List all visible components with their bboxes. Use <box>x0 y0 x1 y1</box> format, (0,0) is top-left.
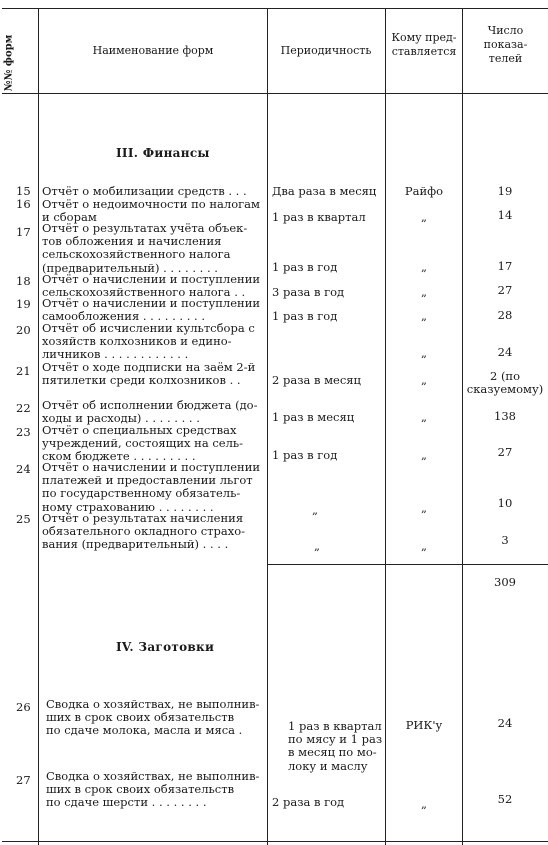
row-27-name: Сводка о хозяйствах, не выполнив- ших в срок своих обязательств по сдаче шерсти . . . . . . . . <box>46 769 260 810</box>
section-title-finance: III. Финансы <box>116 146 210 160</box>
row-16-count: 14 <box>497 208 513 222</box>
row-24-period: „ <box>312 503 318 517</box>
header-col-period: Периодичность <box>280 44 372 57</box>
row-21-name: Отчёт о ходе подписки на заём 2-й пятилетки среди колхозников . . <box>42 360 256 388</box>
row-24-count: 10 <box>497 496 513 510</box>
row-25-name: Отчёт о результатах начисления обязательного окладного страхо- вания (предварительный) . . . . <box>42 511 246 552</box>
row-22-count: 138 <box>494 409 516 423</box>
row-25-period: „ <box>314 539 320 553</box>
header-col-name: Наименование форм <box>92 44 214 57</box>
header-col-count: Число показа- телей <box>483 24 528 65</box>
row-24-name: Отчёт о начислении и поступлении платежей и предоставлении льгот по государственному обязатель- ному страхованию . . . . . . . . <box>42 460 261 514</box>
row-17-to: „ <box>421 260 427 274</box>
total-rule <box>267 564 548 565</box>
row-15-num: 15 <box>16 184 31 198</box>
row-17-period: 1 раз в год <box>272 260 338 274</box>
row-15-period: Два раза в месяц <box>272 184 377 198</box>
row-21-to: „ <box>421 373 427 387</box>
row-20-to: „ <box>421 346 427 360</box>
row-22-num: 22 <box>16 401 31 415</box>
row-27-period: 2 раза в год <box>272 795 345 809</box>
header-bottom-rule <box>2 93 548 94</box>
header-col-to: Кому пред- ставляется <box>391 31 457 58</box>
row-25-to: „ <box>421 539 427 553</box>
row-15-count: 19 <box>497 184 513 198</box>
row-21-count: 2 (по сказуемому) <box>466 369 544 397</box>
header-col-num: №№ форм <box>3 34 15 92</box>
row-19-to: „ <box>421 309 427 323</box>
row-19-num: 19 <box>16 297 31 311</box>
row-25-num: 25 <box>16 512 31 526</box>
row-18-num: 18 <box>16 274 31 288</box>
row-15-name: Отчёт о мобилизации средств . . . <box>42 184 247 198</box>
row-27-count: 52 <box>497 792 513 806</box>
row-17-count: 17 <box>497 259 513 273</box>
row-16-period: 1 раз в квартал <box>272 210 366 224</box>
row-26-count: 24 <box>497 716 513 730</box>
row-22-period: 1 раз в месяц <box>272 410 355 424</box>
bottom-rule <box>2 841 548 842</box>
column-divider-1 <box>38 8 39 845</box>
row-19-period: 1 раз в год <box>272 309 338 323</box>
row-27-to: „ <box>421 797 427 811</box>
row-20-name: Отчёт об исчислении культсбора с хозяйств колхозников и едино- личников . . . . . . . . . . . . <box>42 321 255 362</box>
row-21-period: 2 раза в месяц <box>272 373 361 387</box>
header-top-rule <box>2 8 548 9</box>
row-17-num: 17 <box>16 225 31 239</box>
row-22-name: Отчёт об исполнении бюджета (до- ходы и расходы) . . . . . . . . <box>42 398 258 426</box>
row-16-num: 16 <box>16 197 31 211</box>
column-divider-3 <box>385 8 386 845</box>
row-23-to: „ <box>421 448 427 462</box>
row-20-num: 20 <box>16 323 31 337</box>
row-26-to: РИК'у <box>405 718 443 732</box>
row-26-period: 1 раз в квартал по мясу и 1 раз в месяц по мо- локу и маслу <box>288 719 383 773</box>
row-19-name: Отчёт о начислении и поступлении самообложения . . . . . . . . . <box>42 296 261 324</box>
row-17-name: Отчёт о результатах учёта объек- тов обложения и начисления сельскохозяйственного налога (предварительный) . . . . . . . . <box>42 221 248 275</box>
row-18-count: 27 <box>497 283 513 297</box>
row-23-count: 27 <box>497 445 513 459</box>
section-title-procurement: IV. Заготовки <box>116 640 215 654</box>
row-16-to: „ <box>421 210 427 224</box>
row-21-num: 21 <box>16 364 31 378</box>
row-26-name: Сводка о хозяйствах, не выполнив- ших в срок своих обязательств по сдаче молока, масла и мяса . <box>46 697 260 738</box>
section-total: 309 <box>494 575 516 589</box>
row-26-num: 26 <box>16 700 31 714</box>
row-25-count: 3 <box>501 533 509 547</box>
row-19-count: 28 <box>497 308 513 322</box>
row-24-num: 24 <box>16 462 31 476</box>
row-16-name: Отчёт о недоимочности по налогам и сборам <box>42 197 260 225</box>
row-18-to: „ <box>421 285 427 299</box>
row-18-name: Отчёт о начислении и поступлении сельскохозяйственного налога . . <box>42 272 261 300</box>
row-23-period: 1 раз в год <box>272 448 338 462</box>
row-24-to: „ <box>421 501 427 515</box>
row-18-period: 3 раза в год <box>272 285 345 299</box>
row-23-name: Отчёт о специальных средствах учреждений, состоящих на сель- ском бюджете . . . . . . . . . <box>42 423 244 464</box>
row-22-to: „ <box>421 410 427 424</box>
row-23-num: 23 <box>16 425 31 439</box>
row-15-to: Райфо <box>404 184 444 198</box>
row-20-count: 24 <box>497 345 513 359</box>
row-27-num: 27 <box>16 773 31 787</box>
